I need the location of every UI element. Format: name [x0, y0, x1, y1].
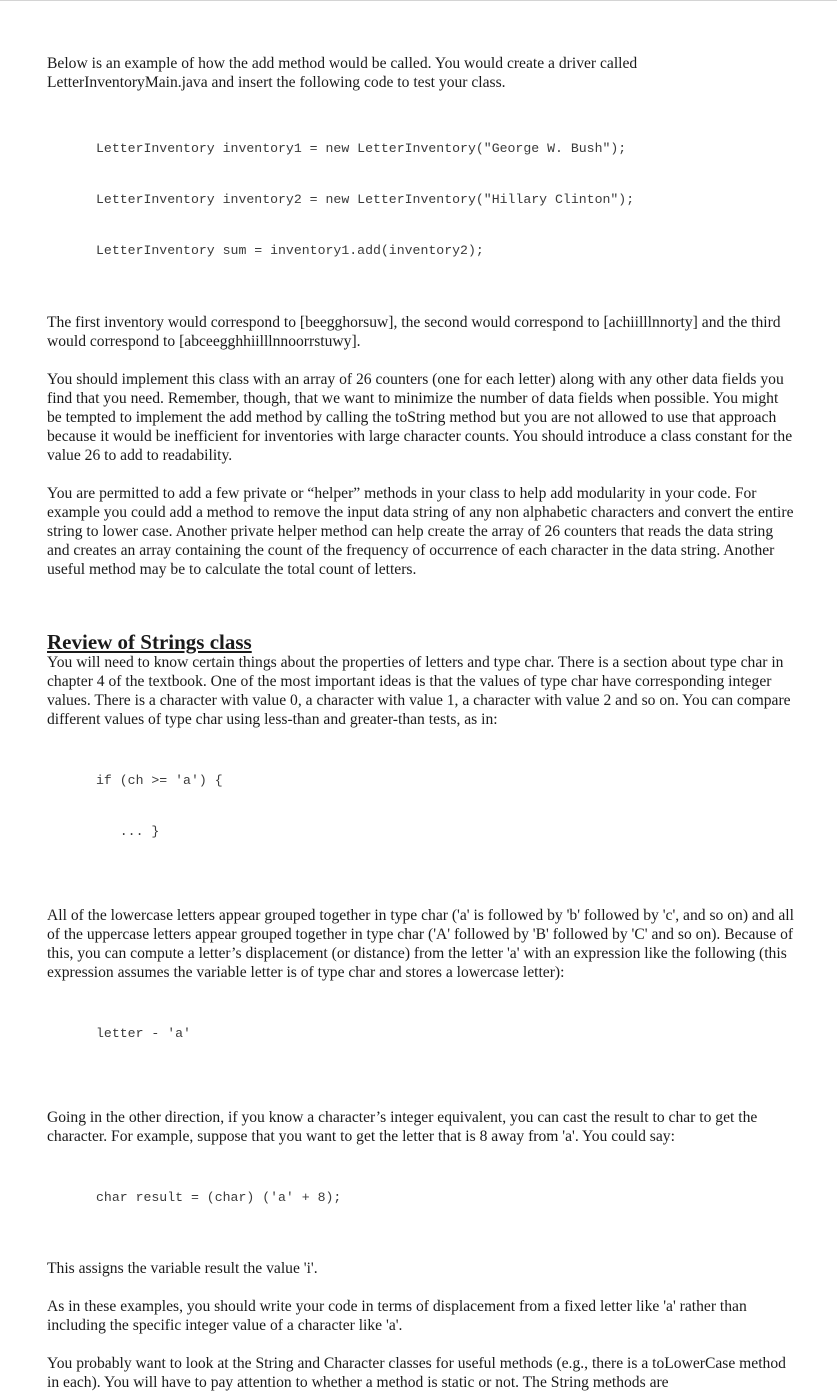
code-line: letter - 'a' [96, 1026, 191, 1041]
intro-paragraph: Below is an example of how the add method would be called. You would create a driver called LetterInventoryMain.java and insert the following code to test your class. [47, 55, 638, 91]
first-inventory-paragraph: The first inventory would correspond to [beegghorsuw], the second would correspond to [achiilllnnorty] and the third would correspond to [abceegghhiilllnnoorrstuwy]. [47, 314, 781, 350]
assigns-paragraph: This assigns the variable result the value 'i'. [47, 1260, 318, 1277]
code-line: ... } [96, 824, 160, 839]
type-char-paragraph: You will need to know certain things about the properties of letters and type char. There is a section about type char in chapter 4 of the textbook. One of the most important ideas is that the values of type char have corresponding integer values. There is a character with value 0, a character with value 1, a character with value 2 and so on. You can compare different values of type char using less-than and greater-than tests, as in: [47, 654, 791, 728]
code-line: if (ch >= 'a') { [96, 773, 223, 788]
code-line: LetterInventory sum = inventory1.add(inventory2); [96, 243, 484, 258]
implement-paragraph: You should implement this class with an array of 26 counters (one for each letter) along with any other data fields you find that you need. Remember, though, that we want to minimize the number of data fields when possible. You might be tempted to implement the add method by calling the toString method but you are not allowed to use that approach because it would be inefficient for inventories with large character counts. You should introduce a class constant for the value 26 to add to readability. [47, 371, 793, 464]
document-page [47, 54, 795, 1392]
code-line: char result = (char) ('a' + 8); [96, 1190, 342, 1205]
other-direction-paragraph: Going in the other direction, if you know a character’s integer equivalent, you can cast the result to char to get the character. For example, suppose that you want to get the letter that is 8 away from 'a'. You could say: [47, 1109, 758, 1145]
section-heading: Review of Strings class [47, 630, 252, 654]
code-line: LetterInventory inventory1 = new LetterInventory("George W. Bush"); [96, 141, 627, 156]
code-block-inventory [96, 106, 795, 293]
code-block-cast [96, 1155, 795, 1240]
string-classes-paragraph: You probably want to look at the String and Character classes for useful methods (e.g., there is a toLowerCase method in each). You will have to pay attention to whether a method is static or not. The String methods are [47, 1355, 786, 1391]
code-block-comparison [96, 738, 795, 874]
code-line: LetterInventory inventory2 = new LetterInventory("Hillary Clinton"); [96, 192, 635, 207]
displacement-paragraph: As in these examples, you should write your code in terms of displacement from a fixed letter like 'a' rather than including the specific integer value of a character like 'a'. [47, 1298, 747, 1334]
grouped-letters-paragraph: All of the lowercase letters appear grouped together in type char ('a' is followed by 'b' followed by 'c', and so on) and all of the uppercase letters appear grouped together in type char ('A' followed by 'B' followed by 'C' and so on). Because of this, you can compute a letter’s displacement (or distance) from the letter 'a' with an expression like the following (this expression assumes the variable letter is of type char and stores a lowercase letter): [47, 907, 794, 981]
helper-methods-paragraph: You are permitted to add a few private or “helper” methods in your class to help add modularity in your code. For example you could add a method to remove the input data string of any non alphabetic characters and convert the entire string to lower case. Another private helper method can help create the array of 26 counters that reads the data string and creates an array containing the count of the frequency of occurrence of each character in the data string. Another useful method may be to calculate the total count of letters. [47, 485, 794, 578]
code-block-displacement [96, 991, 795, 1076]
page-top-border [0, 0, 837, 1]
